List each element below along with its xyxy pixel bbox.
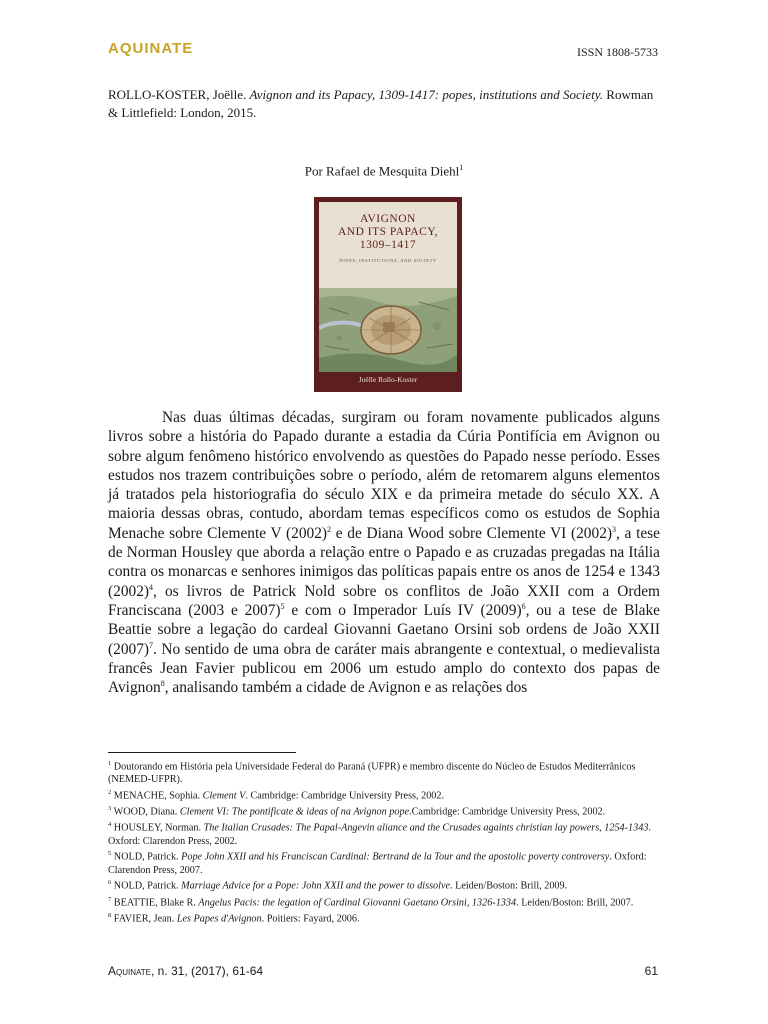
cover-author: Joëlle Rollo-Koster [358, 375, 418, 384]
footnote-text: HOUSLEY, Norman. [111, 822, 204, 834]
footnote-number: 5 [108, 850, 112, 858]
body-text-segment: . No sentido de uma obra de caráter mais abrangente e contextual, o medievalista francês Jean Favier publicou em 2006 um estudo amplo do contexto dos papas de Avignon [108, 640, 660, 697]
footnote-divider [108, 752, 296, 753]
body-text-segment: e com o Imperador Luís IV (2009) [284, 601, 522, 619]
footnote-ref-4[interactable]: 4 [149, 582, 154, 592]
footnote-text: NOLD, Patrick. [111, 880, 182, 892]
footnote-number: 6 [108, 879, 112, 887]
footnote-title: Les Papes d'Avignon [176, 913, 262, 925]
footnote-2 [108, 787, 660, 803]
footnote-3 [108, 803, 660, 819]
footnote-ref-1[interactable]: 1 [459, 163, 464, 172]
footnote-8 [108, 910, 660, 926]
cover-title [319, 202, 457, 252]
cover-title-line: AVIGNON [360, 213, 416, 225]
book-cover-image [314, 197, 462, 392]
footnote-text: WOOD, Diana. [111, 806, 180, 818]
footnote-text: . Leiden/Boston: Brill, 2007. [516, 896, 634, 908]
footnote-ref-3[interactable]: 3 [612, 524, 617, 534]
body-text-segment: , analisando também a cidade de Avignon e as relações dos [164, 679, 528, 697]
footnote-4 [108, 819, 660, 848]
footnote-title: Pope John XXII and his Franciscan Cardinal: Bertrand de la Tour and the apostolic poverty controversy [181, 851, 610, 863]
footer-issue: , n. 31, (2017), 61-64 [150, 964, 264, 978]
body-text-segment: Nas duas últimas décadas, surgiram ou foram novamente publicados alguns livros sobre a história do Papado durante a estadia da Cúria Pontifícia em Avignon ou sobre algum fenômeno histórico envolvendo as questões do Papado nesse período. Esses estudos nos trazem contribuições sobre o período, além de retomarem alguns elementos já tratados pela historiografia do século XIX e da primeira metade do século XX. A maioria dessas obras, contudo, abordam temas específicos como os estudos de Sophia Menache sobre Clemente V (2002) [108, 409, 660, 542]
body-text-segment: , a tese de Norman Housley que aborda a relação entre o Papado e as cruzadas pregadas na Itália contra os monarcas e senhores inimigos das políticas papais entre os anos de 1254 e 1343 (2002) [108, 524, 661, 600]
footnote-ref-6[interactable]: 6 [521, 601, 526, 611]
review-body-paragraph [108, 408, 660, 697]
footnote-text: . Cambridge: Cambridge University Press, 2002. [245, 790, 445, 802]
footnote-number: 4 [108, 821, 112, 829]
cover-title-line: AND ITS PAPACY, [337, 226, 439, 238]
footnote-ref-2[interactable]: 2 [327, 524, 332, 534]
footnote-title: Marriage Advice for a Pope: John XXII and the power to dissolve [181, 880, 451, 892]
citation-publisher: Rowman & Littlefield: London, 2015. [108, 87, 654, 120]
book-citation [108, 86, 660, 122]
footnote-text: . Oxford: Clarendon Press, 2002. [108, 822, 651, 847]
footnote-title: Clement V [202, 790, 246, 802]
footnote-1 [108, 758, 660, 787]
footnote-title: Clement VI: The pontificate & ideas of na Avignon pope [179, 806, 410, 818]
body-text-segment: e de Diana Wood sobre Clemente VI (2002) [331, 524, 613, 542]
byline [0, 163, 768, 179]
footnote-text: . Poitiers: Fayard, 2006. [261, 913, 360, 925]
footnote-text: BEATTIE, Blake R. [111, 896, 199, 908]
body-text-segment: , os livros de Patrick Nold sobre os conflitos de João XXII com a Ordem Franciscana (2003 e 2007) [108, 582, 660, 619]
footnote-number: 7 [108, 895, 112, 903]
footnote-text: . Oxford: Clarendon Press, 2007. [108, 851, 647, 876]
footnote-title: The Italian Crusades: The Papal-Angevin aliance and the Crusades againts christian lay powers, 1254-1343 [203, 822, 649, 834]
journal-logo: AQUINATE [108, 40, 194, 57]
body-text-segment: , ou a tese de Blake Beattie sobre a legação do cardeal Giovanni Gaetano Orsini sob ordens de João XXII (2007) [108, 601, 660, 658]
footnotes [108, 758, 660, 926]
issn: ISSN 1808-5733 [576, 45, 658, 59]
footer-journal-info [108, 964, 263, 978]
footnote-number: 8 [108, 911, 112, 919]
cover-title-panel [319, 202, 457, 288]
cover-title-line: 1309–1417 [359, 239, 417, 251]
cover-subtitle: POPES, INSTITUTIONS, AND SOCIETY [339, 258, 437, 263]
footnote-number: 3 [108, 805, 112, 813]
footnote-text: FAVIER, Jean. [111, 913, 177, 925]
footnote-title: Angelus Pacis: the legation of Cardinal Giovanni Gaetano Orsini, 1326-1334 [198, 896, 517, 908]
footnote-text: Doutorando em História pela Universidade Federal do Paraná (UFPR) e membro discente do Núcleo de Estudos Mediterrânicos (NEMED-UFPR). [108, 761, 636, 786]
citation-title: Avignon and its Papacy, 1309-1417: popes, institutions and Society. [249, 87, 604, 102]
footnote-number: 2 [108, 788, 112, 796]
footnote-text: .Cambridge: Cambridge University Press, 2002. [409, 806, 606, 818]
footnote-text: NOLD, Patrick. [111, 851, 182, 863]
footnote-5 [108, 848, 660, 877]
footnote-ref-8[interactable]: 8 [160, 679, 165, 689]
byline-text: Por Rafael de Mesquita Diehl [304, 163, 460, 179]
footer-journal-name: Aquinate [108, 964, 151, 978]
city-map-graphic [319, 288, 457, 372]
footnote-ref-5[interactable]: 5 [280, 601, 285, 611]
footnote-6 [108, 877, 660, 893]
citation-author: ROLLO-KOSTER, Joëlle. [108, 87, 247, 102]
page-number: 61 [644, 964, 658, 978]
footnote-number: 1 [108, 760, 112, 767]
footnote-text: . Leiden/Boston: Brill, 2009. [450, 880, 568, 892]
footnote-text: MENACHE, Sophia. [111, 790, 203, 802]
cover-map-illustration [319, 288, 457, 372]
footnote-ref-7[interactable]: 7 [149, 640, 154, 650]
footnote-7 [108, 894, 660, 910]
